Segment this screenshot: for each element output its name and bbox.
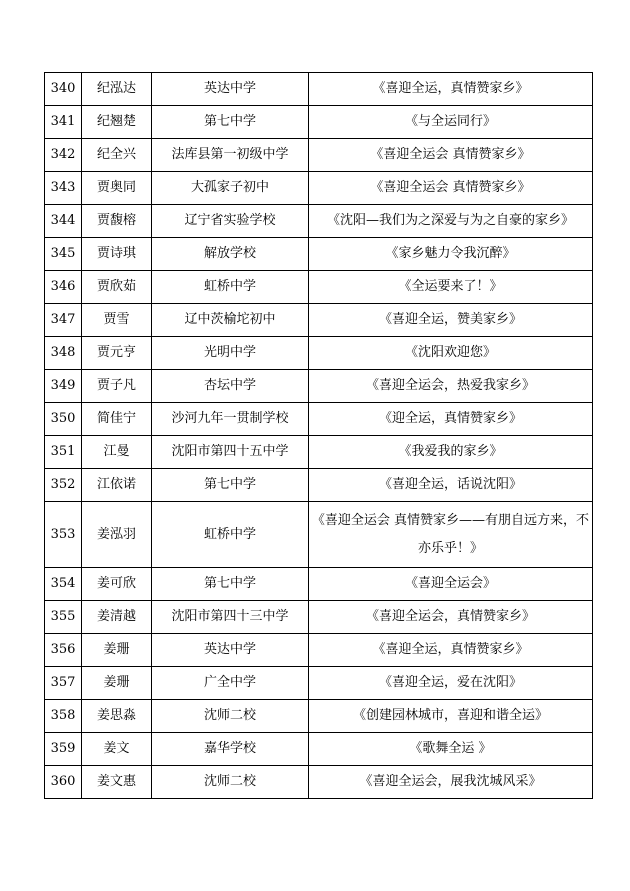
essay-title: 《与全运同行》	[309, 106, 593, 139]
table-row	[45, 568, 593, 601]
essay-title: 《歌舞全运 》	[309, 733, 593, 766]
entry-number: 356	[45, 634, 82, 667]
school-name: 嘉华学校	[152, 733, 309, 766]
table-row	[45, 733, 593, 766]
entries-table	[44, 72, 592, 799]
student-name: 姜文惠	[82, 766, 152, 799]
essay-title: 《我爱我的家乡》	[309, 436, 593, 469]
student-name: 贾欣茹	[82, 271, 152, 304]
table-row	[45, 502, 593, 568]
student-name: 贾元亨	[82, 337, 152, 370]
student-name: 姜文	[82, 733, 152, 766]
essay-title: 《喜迎全运，话说沈阳》	[309, 469, 593, 502]
student-name: 姜可欣	[82, 568, 152, 601]
essay-title: 《全运要来了！》	[309, 271, 593, 304]
essay-title: 《喜迎全运会，真情赞家乡》	[309, 601, 593, 634]
table-body	[45, 73, 593, 799]
entry-number: 343	[45, 172, 82, 205]
essay-title: 《喜迎全运会，热爱我家乡》	[309, 370, 593, 403]
essay-title: 《创建园林城市，喜迎和谐全运》	[309, 700, 593, 733]
table-row	[45, 205, 593, 238]
entry-number: 348	[45, 337, 82, 370]
entry-number: 360	[45, 766, 82, 799]
student-name: 贾馥榕	[82, 205, 152, 238]
student-name: 姜泓羽	[82, 502, 152, 568]
essay-title: 《迎全运，真情赞家乡》	[309, 403, 593, 436]
student-name: 姜珊	[82, 667, 152, 700]
school-name: 英达中学	[152, 634, 309, 667]
school-name: 沈阳市第四十五中学	[152, 436, 309, 469]
school-name: 第七中学	[152, 106, 309, 139]
entry-number: 350	[45, 403, 82, 436]
student-name: 姜珊	[82, 634, 152, 667]
entry-number: 347	[45, 304, 82, 337]
essay-title: 《喜迎全运会，展我沈城风采》	[309, 766, 593, 799]
entry-number: 351	[45, 436, 82, 469]
entry-number: 359	[45, 733, 82, 766]
student-name: 姜思淼	[82, 700, 152, 733]
entry-number: 341	[45, 106, 82, 139]
school-name: 第七中学	[152, 469, 309, 502]
entry-number: 349	[45, 370, 82, 403]
essay-title: 《沈阳欢迎您》	[309, 337, 593, 370]
entry-number: 345	[45, 238, 82, 271]
table-row	[45, 106, 593, 139]
school-name: 法库县第一初级中学	[152, 139, 309, 172]
table-row	[45, 172, 593, 205]
school-name: 辽宁省实验学校	[152, 205, 309, 238]
school-name: 解放学校	[152, 238, 309, 271]
school-name: 光明中学	[152, 337, 309, 370]
table-row	[45, 370, 593, 403]
student-name: 贾子凡	[82, 370, 152, 403]
table-row	[45, 667, 593, 700]
student-name: 姜清越	[82, 601, 152, 634]
table-row	[45, 304, 593, 337]
school-name: 英达中学	[152, 73, 309, 106]
table-row	[45, 73, 593, 106]
table-row	[45, 238, 593, 271]
school-name: 杏坛中学	[152, 370, 309, 403]
essay-title: 《喜迎全运，爱在沈阳》	[309, 667, 593, 700]
table-row	[45, 700, 593, 733]
entry-number: 352	[45, 469, 82, 502]
school-name: 沙河九年一贯制学校	[152, 403, 309, 436]
student-name: 纪翘楚	[82, 106, 152, 139]
essay-title: 《喜迎全运会》	[309, 568, 593, 601]
school-name: 辽中茨榆坨初中	[152, 304, 309, 337]
essay-title: 《喜迎全运会 真情赞家乡》	[309, 172, 593, 205]
essay-title: 《沈阳—我们为之深爱与为之自豪的家乡》	[309, 205, 593, 238]
student-name: 简佳宁	[82, 403, 152, 436]
table-row	[45, 469, 593, 502]
entry-number: 358	[45, 700, 82, 733]
essay-title: 《家乡魅力令我沉醉》	[309, 238, 593, 271]
table-row	[45, 139, 593, 172]
student-name: 贾雪	[82, 304, 152, 337]
student-name: 贾奥同	[82, 172, 152, 205]
entry-number: 340	[45, 73, 82, 106]
school-name: 广全中学	[152, 667, 309, 700]
school-name: 沈师二校	[152, 766, 309, 799]
table-row	[45, 766, 593, 799]
table-row	[45, 634, 593, 667]
table-row	[45, 403, 593, 436]
essay-title: 《喜迎全运，赞美家乡》	[309, 304, 593, 337]
essay-title: 《喜迎全运会 真情赞家乡——有朋自远方来，不亦乐乎！》	[309, 502, 593, 568]
entry-number: 346	[45, 271, 82, 304]
school-name: 第七中学	[152, 568, 309, 601]
student-name: 江依诺	[82, 469, 152, 502]
school-name: 沈师二校	[152, 700, 309, 733]
essay-title: 《喜迎全运，真情赞家乡》	[309, 634, 593, 667]
school-name: 大孤家子初中	[152, 172, 309, 205]
student-name: 贾诗琪	[82, 238, 152, 271]
table-row	[45, 601, 593, 634]
school-name: 虹桥中学	[152, 271, 309, 304]
student-name: 纪全兴	[82, 139, 152, 172]
student-name: 纪泓达	[82, 73, 152, 106]
student-name: 江曼	[82, 436, 152, 469]
entry-number: 354	[45, 568, 82, 601]
school-name: 虹桥中学	[152, 502, 309, 568]
entry-number: 353	[45, 502, 82, 568]
table-row	[45, 271, 593, 304]
essay-title: 《喜迎全运会 真情赞家乡》	[309, 139, 593, 172]
entry-number: 355	[45, 601, 82, 634]
table-row	[45, 436, 593, 469]
essay-title: 《喜迎全运，真情赞家乡》	[309, 73, 593, 106]
table-row	[45, 337, 593, 370]
entry-number: 357	[45, 667, 82, 700]
entry-number: 344	[45, 205, 82, 238]
entry-number: 342	[45, 139, 82, 172]
school-name: 沈阳市第四十三中学	[152, 601, 309, 634]
